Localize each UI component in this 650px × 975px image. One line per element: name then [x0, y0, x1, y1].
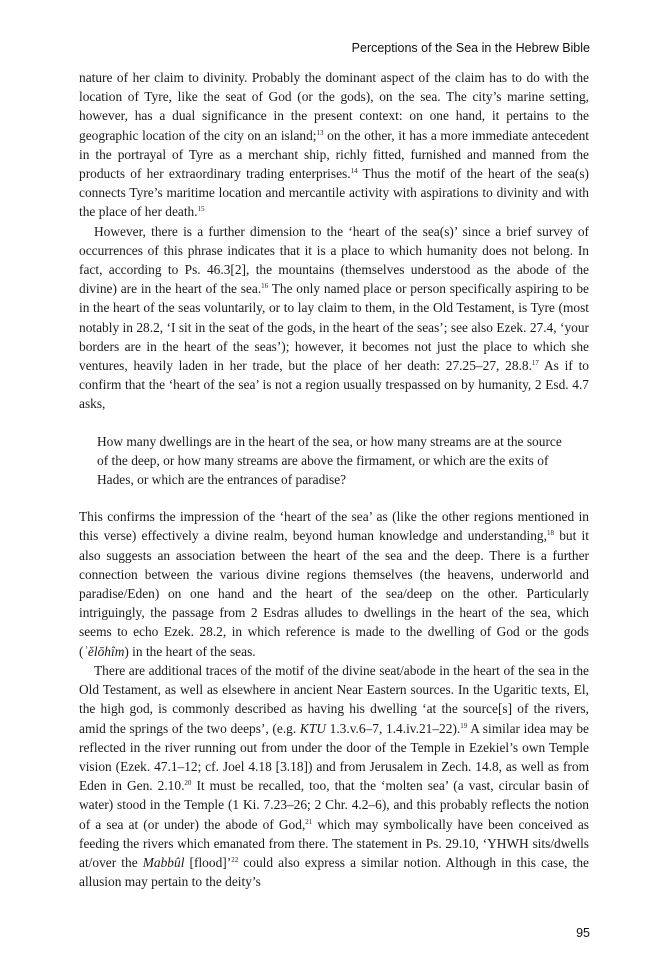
- paragraph-3: [79, 507, 589, 661]
- text-run: Thus the motif of the heart of the sea(s) connects Tyre’s maritime location and mercantile activity with aspirations to divinity and with the place of her death.: [79, 166, 589, 220]
- text-run: As if to confirm that the ‘heart of the sea’ is not a region usually trespassed on by humanity, 2 Esd. 4.7 asks,: [79, 358, 589, 412]
- text-run: There are additional traces of the motif of the divine seat/abode in the heart of the sea in the Old Testament, as well as elsewhere in ancient Near Eastern sources. In the Ugaritic texts, El, the high god, is commonly described as having his dwelling ‘at the source[s] of the rivers, amid the springs of the two deeps’, (e.g.: [79, 662, 589, 736]
- text-run: It must be recalled, too, that the ‘molten sea’ (a vast, circular basin of water) stood in the Temple (1 Ki. 7.23–26; 2 Chr. 4.2–6), and this probably reflects the notion of a sea at (or under) the abode of God,: [79, 778, 589, 832]
- body-text: [79, 68, 589, 891]
- text-run: on the other, it has a more immediate antecedent in the portrayal of Tyre as a merchant ship, richly fitted, furnished and manned from the products of her extraordinary trading enterprises.: [79, 127, 589, 182]
- text-run: [flood]’: [184, 854, 232, 870]
- transliteration: ʾĕlōhîm: [83, 643, 125, 659]
- text-run: ) in the heart of the seas.: [124, 643, 256, 659]
- text-run: which may symbolically have been conceived as feeding the rivers which emanated from there. The statement in Ps. 29.10, ‘YHWH sits/dwells at/over the: [79, 816, 589, 870]
- footnote-ref[interactable]: 21: [305, 817, 313, 826]
- page-number: 95: [576, 926, 590, 940]
- text-run: However, there is a further dimension to the ‘heart of the sea(s)’ since a brief survey of occurrences of this phrase indicates that it is a place to which humanity does not belong. In fact, according to Ps. 46.3[2], the mountains (themselves understood as the abode of the divine) are in the heart of the sea.: [79, 223, 589, 297]
- paragraph-4: [79, 661, 589, 891]
- footnote-ref[interactable]: 14: [350, 167, 358, 176]
- footnote-ref[interactable]: 20: [184, 779, 192, 788]
- text-run: but it also suggests an association between the heart of the sea and the deep. There is a further connection between the various divine regions themselves (the heavens, underworld and paradise/Eden) on one hand and the heart of the sea/deep on the other. Particularly intriguingly, the passage from 2 Esdras alludes to dwellings in the heart of the sea, which seems to echo Ezek. 28.2, in which reference is made to the dwelling of God or the gods (: [79, 528, 589, 659]
- footnote-ref[interactable]: 17: [531, 359, 539, 368]
- text-run: 1.3.v.6–7, 1.4.iv.21–22).: [325, 720, 461, 736]
- footnote-ref[interactable]: 16: [261, 282, 269, 291]
- text-run: The only named place or person specifically aspiring to be in the heart of the seas voluntarily, or to lay claim to them, in the Old Testament, is Tyre (most notably in 28.2, ‘I sit in the seat of the gods, in the heart of the seas’; see also Ezek. 27.4, ‘your borders are in the heart of the seas’); however, it becomes not just the place to which she ventures, heavily laden in her trade, but the place of her death: 27.25–27, 28.8.: [79, 281, 589, 374]
- paragraph-1: [79, 68, 589, 222]
- footnote-ref[interactable]: 18: [546, 529, 554, 538]
- text-run: nature of her claim to divinity. Probably the dominant aspect of the claim has to do with the location of Tyre, like the seat of God (or the gods), on the sea. The city’s marine setting, however, has a dual significance in the present context: on one hand, it pertains to the geographic location of the city on an island;: [79, 70, 589, 143]
- text-run: This confirms the impression of the ‘heart of the sea’ as (like the other regions mentioned in this verse) effectively a divine realm, beyond human knowledge and understanding,: [79, 509, 589, 544]
- footnote-ref[interactable]: 19: [460, 721, 468, 730]
- footnote-ref[interactable]: 15: [197, 205, 205, 214]
- text-run: could also express a similar notion. Although in this case, the allusion may pertain to the deity’s: [79, 854, 589, 890]
- footnote-ref[interactable]: 13: [316, 128, 324, 137]
- footnote-ref[interactable]: 22: [231, 855, 239, 864]
- text-run: A similar idea may be reflected in the river running out from under the door of the Temple in Ezekiel’s own Temple vision (Ezek. 47.1–12; cf. Joel 4.18 [3.18]) and from Jerusalem in Zech. 14.8, as well as from Eden in Gen. 2.10.: [79, 720, 590, 794]
- block-quote: How many dwellings are in the heart of the sea, or how many streams are at the source of the deep, or how many streams are above the firmament, or which are the exits of Hades, or which are the entrances of paradise?: [97, 433, 562, 488]
- paragraph-2: [79, 222, 589, 414]
- abbreviation: KTU: [299, 720, 326, 736]
- transliteration: Mabbûl: [142, 854, 185, 870]
- running-head: Perceptions of the Sea in the Hebrew Bible: [351, 41, 590, 55]
